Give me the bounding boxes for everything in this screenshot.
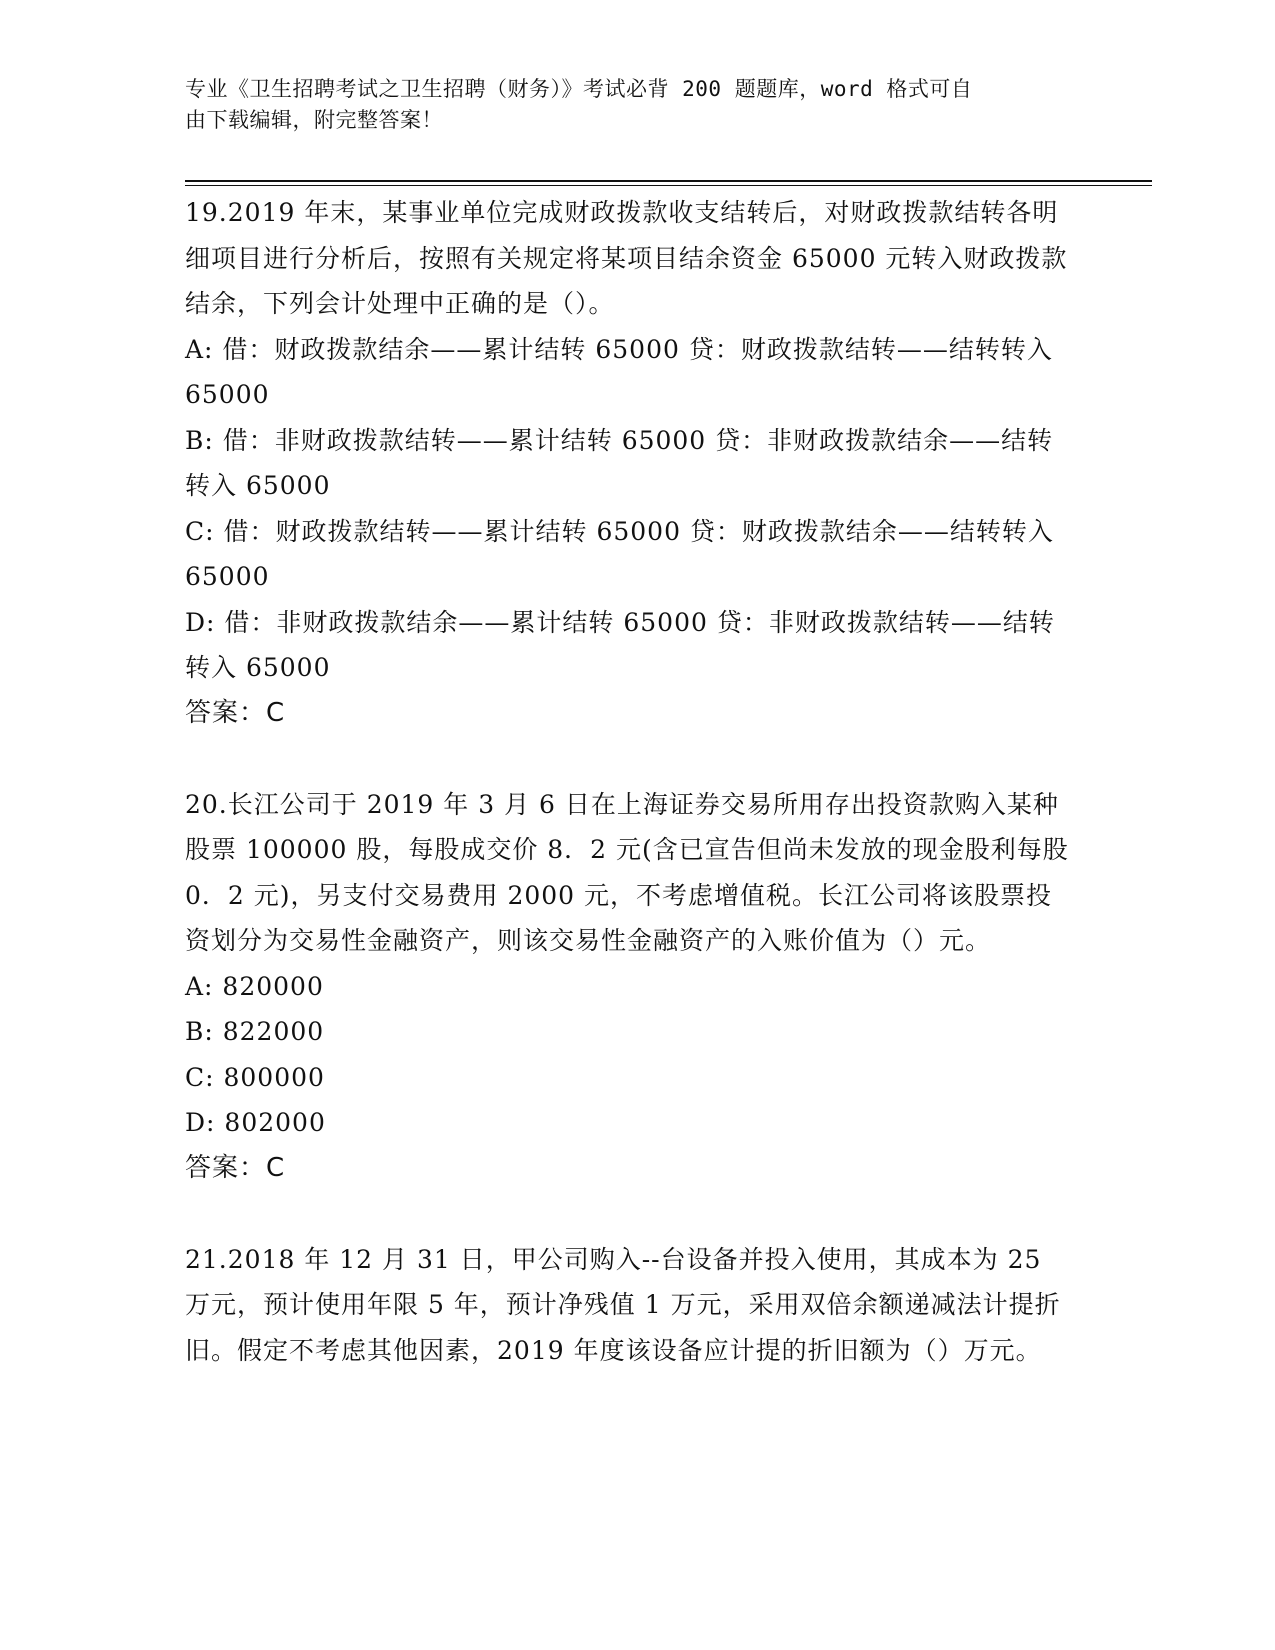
option-b: B: 822000 bbox=[185, 1017, 325, 1046]
option-d: D: 借：非财政拨款结余——累计结转 65000 贷：非财政拨款结转——结转转入 65000 bbox=[185, 607, 1055, 682]
question-gap bbox=[185, 1191, 1075, 1237]
option-a: A: 借：财政拨款结余——累计结转 65000 贷：财政拨款结转——结转转入 65000 bbox=[185, 334, 1053, 409]
option-c: C: 借：财政拨款结转——累计结转 65000 贷：财政拨款结余——结转转入 65000 bbox=[185, 516, 1054, 591]
question-20 bbox=[185, 782, 1075, 1192]
question-gap bbox=[185, 736, 1075, 782]
header-line-2: 由下载编辑，附完整答案！ bbox=[185, 108, 443, 132]
option-c: C: 800000 bbox=[185, 1062, 325, 1092]
answer-label: 答案：C bbox=[185, 1152, 286, 1183]
header-line-1: 专业《卫生招聘考试之卫生招聘（财务）》考试必背 200 题题库，word 格式可自 bbox=[185, 77, 973, 101]
header-rule-thin bbox=[185, 185, 1152, 186]
questions-content bbox=[185, 190, 1075, 1373]
question-stem: 21.2018 年 12 月 31 日，甲公司购入--台设备并投入使用，其成本为 25 万元，预计使用年限 5 年，预计净残值 1 万元，采用双倍余额递减法计提折旧。假定不考虑其他因素，2019 年度该设备应计提的折旧额为（）万元。 bbox=[185, 1244, 1061, 1365]
answer-label: 答案：C bbox=[185, 697, 286, 728]
question-19 bbox=[185, 190, 1075, 736]
question-stem: 20.长江公司于 2019 年 3 月 6 日在上海证券交易所用存出投资款购入某种股票 100000 股，每股成交价 8．2 元(含已宣告但尚未发放的现金股利每股 0．2 元)，另支付交易费用 2000 元，不考虑增值税。长江公司将该股票投资划分为交易性金融资产，则该交易性金融资产的入账价值为（）元。 bbox=[185, 789, 1069, 955]
question-stem: 19.2019 年末，某事业单位完成财政拨款收支结转后，对财政拨款结转各明细项目进行分析后，按照有关规定将某项目结余资金 65000 元转入财政拨款结余，下列会计处理中正确的是（）。 bbox=[185, 198, 1068, 318]
document-header bbox=[185, 74, 1065, 136]
option-a: A: 820000 bbox=[185, 971, 324, 1001]
question-21 bbox=[185, 1237, 1075, 1374]
option-b: B: 借：非财政拨款结转——累计结转 65000 贷：非财政拨款结余——结转转入 65000 bbox=[185, 425, 1054, 500]
header-rule-thick bbox=[185, 180, 1152, 182]
option-d: D: 802000 bbox=[185, 1108, 326, 1137]
